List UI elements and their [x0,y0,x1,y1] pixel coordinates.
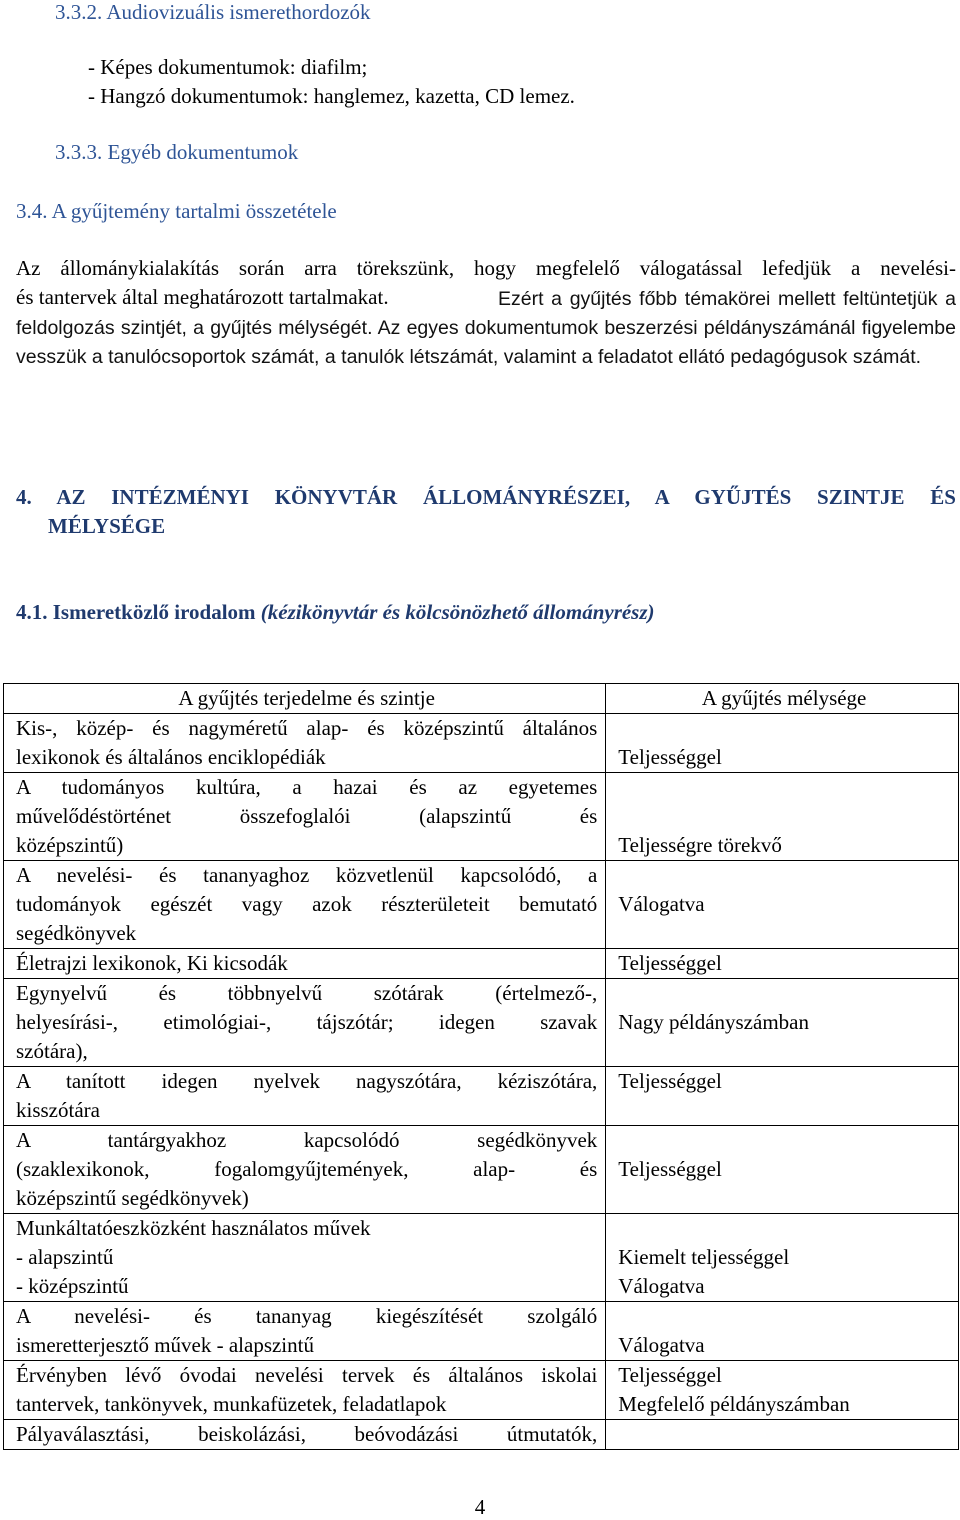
table-row [4,1214,959,1302]
depth-cell [606,1214,959,1302]
scope-cell [4,1126,606,1214]
scope-line: szótára), [16,1039,88,1063]
scope-line: Egynyelvű és többnyelvű szótárak (értelmező-, [16,981,598,1005]
depth-cell [606,1361,959,1420]
table-row [4,1126,959,1214]
intro-line: Az állománykialakítás során arra törekszünk, hogy megfelelő válogatással lefedjük a nevelési- [16,256,956,280]
scope-cell [4,714,606,773]
depth-value: Kiemelt teljességgel [618,1245,790,1269]
heading-4-line2: MÉLYSÉGE [48,514,166,538]
table-row [4,1302,959,1361]
scope-line: A nevelési- és tananyaghoz közvetlenül kapcsolódó, a [16,863,598,887]
heading-3-4: 3.4. A gyűjtemény tartalmi összetétele [16,199,337,223]
scope-cell [4,979,606,1067]
depth-value: Válogatva [618,1333,705,1357]
list-item: - Hangzó dokumentumok: hanglemez, kazetta, CD lemez. [88,84,575,108]
depth-cell [606,1420,959,1450]
table-header-row [4,684,959,714]
table-row [4,1067,959,1126]
heading-4-1 [16,600,655,625]
scope-line: lexikonok és általános enciklopédiák [16,745,326,769]
scope-line: tudományok egészét vagy azok részterületeit bemutató [16,892,598,916]
depth-cell [606,949,959,979]
scope-cell [4,773,606,861]
heading-3-3-2: 3.3.2. Audiovizuális ismerethordozók [55,0,371,24]
scope-line: középszintű segédkönyvek) [16,1186,249,1210]
scope-line: Kis-, közép- és nagyméretű alap- és középszintű általános [16,716,598,740]
scope-line: - középszintű [16,1274,129,1298]
scope-cell [4,861,606,949]
scope-line: középszintű) [16,833,124,857]
scope-cell [4,949,606,979]
depth-value: Válogatva [618,1274,705,1298]
heading-4-1-subtitle: (kézikönyvtár és kölcsönözhető állományrész) [260,600,655,624]
page-number: 4 [474,1495,486,1519]
scope-line: helyesírási-, etimológiai-, tájszótár; idegen szavak [16,1010,598,1034]
scope-line: tantervek, tankönyvek, munkafüzetek, feladatlapok [16,1392,447,1416]
depth-value: Teljességgel [618,1069,722,1093]
scope-line: Életrajzi lexikonok, Ki kicsodák [16,951,288,975]
scope-line: ismeretterjesztő művek - alapszintű [16,1333,314,1357]
depth-value: Nagy példányszámban [618,1010,809,1034]
scope-line: - alapszintű [16,1245,114,1269]
depth-cell [606,1302,959,1361]
table-row [4,773,959,861]
depth-cell [606,1067,959,1126]
depth-cell [606,861,959,949]
scope-cell [4,1302,606,1361]
depth-value: Teljességgel [618,745,722,769]
table-row [4,714,959,773]
depth-value: Teljességgel [618,1157,722,1181]
scope-cell [4,1067,606,1126]
scope-line: Pályaválasztási, beiskolázási, beóvodázási útmutatók, [16,1422,598,1446]
table-row [4,1361,959,1420]
scope-line: segédkönyvek [16,921,137,945]
intro-line: és tantervek által meghatározott tartalmakat. [16,285,389,309]
scope-cell [4,1361,606,1420]
table-row [4,861,959,949]
header-scope: A gyűjtés terjedelme és szintje [4,684,606,714]
table-row [4,949,959,979]
scope-line: A tantárgyakhoz kapcsolódó segédkönyvek [16,1128,598,1152]
scope-cell [4,1420,606,1450]
depth-cell [606,1126,959,1214]
table-row [4,1420,959,1450]
scope-line: A nevelési- és tananyag kiegészítését szolgáló [16,1304,598,1328]
depth-value: Megfelelő példányszámban [618,1392,850,1416]
body-paragraph: Ezért a gyűjtés főbb témakörei mellett feltüntetjük a feldolgozás szintjét, a gyűjtés mélységét. Az egyes dokumentumok beszerzési példányszámánál figyelembe vesszük a tanulócsoportok számát, a tanulók létszámát, valamint a feladatot ellátó pedagógusok számát. [16,288,956,368]
depth-cell [606,714,959,773]
depth-value: Teljességre törekvő [618,833,782,857]
scope-line: (szaklexikonok, fogalomgyűjtemények, alap- és [16,1157,598,1181]
scope-line: A tanított idegen nyelvek nagyszótára, kéziszótára, [16,1069,598,1093]
scope-line: kisszótára [16,1098,100,1122]
scope-line: Érvényben lévő óvodai nevelési tervek és általános iskolai [16,1363,598,1387]
scope-cell [4,1214,606,1302]
depth-cell [606,979,959,1067]
heading-3-3-3: 3.3.3. Egyéb dokumentumok [55,140,299,164]
scope-line: művelődéstörténet összefoglalói (alapszintű és [16,804,598,828]
depth-value: Teljességgel [618,951,722,975]
depth-value: Válogatva [618,892,705,916]
collection-table [3,683,959,1450]
header-depth: A gyűjtés mélysége [606,684,959,714]
heading-4-1-title: 4.1. Ismeretközlő irodalom [16,600,256,624]
depth-cell [606,773,959,861]
table-row [4,979,959,1067]
heading-4-line1: 4. AZ INTÉZMÉNYI KÖNYVTÁR ÁLLOMÁNYRÉSZEI, A GYŰJTÉS SZINTJE ÉS [16,485,956,509]
scope-line: Munkáltatóeszközként használatos művek [16,1216,371,1240]
scope-line: A tudományos kultúra, a hazai és az egyetemes [16,775,598,799]
depth-value: Teljességgel [618,1363,722,1387]
list-item: - Képes dokumentumok: diafilm; [88,55,368,79]
